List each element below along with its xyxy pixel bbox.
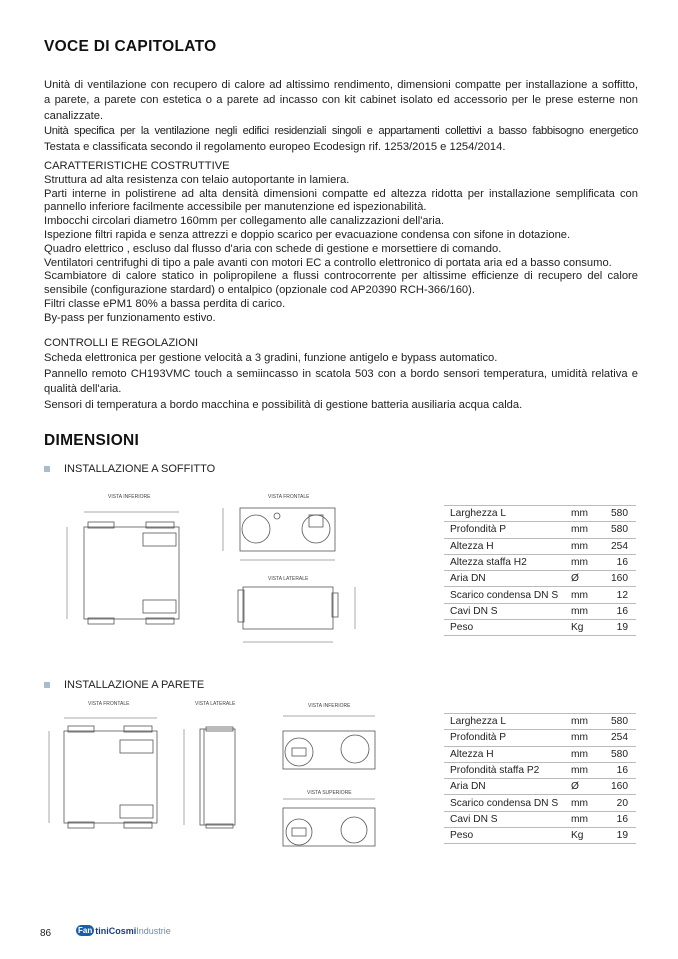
dimension-label: Profondità staffa P2 bbox=[444, 762, 571, 778]
text-line: sensibile (configurazione stardard) o entalpico (opzionale cod AP20390 RCH-366/160). bbox=[44, 284, 475, 297]
dimension-label: Profondità P bbox=[444, 730, 571, 746]
dimension-label: Cavi DN S bbox=[444, 603, 571, 619]
text-line: Scambiatore di calore statico in polipropilene a flussi controcorrente per altissime efficienze di recupero del calore bbox=[44, 270, 638, 283]
dimension-unit: Kg bbox=[571, 620, 605, 636]
text-line: pannello inferiore facilmente accessibile per manutenzione ed ispezionabilità. bbox=[44, 201, 427, 214]
dimension-label: Larghezza L bbox=[444, 506, 571, 522]
dimension-value: 16 bbox=[605, 811, 636, 827]
dimension-unit: mm bbox=[571, 603, 605, 619]
page-title: VOCE DI CAPITOLATO bbox=[44, 38, 217, 55]
vista-superiore-drawing bbox=[283, 799, 375, 846]
dimension-unit: mm bbox=[571, 587, 605, 603]
view-label: VISTA FRONTALE bbox=[268, 494, 310, 500]
table-row bbox=[444, 828, 636, 844]
dimension-value: 160 bbox=[605, 779, 636, 795]
text-line: Ventilatori centrifughi di tipo a pale avanti con motori EC a controllo elettronico di portata aria ed a basso consumo. bbox=[44, 256, 612, 269]
dimension-unit: mm bbox=[571, 811, 605, 827]
vista-frontale-drawing bbox=[49, 718, 157, 828]
fantinicosmi-logo bbox=[76, 925, 171, 936]
text-line: Unità di ventilazione con recupero di calore ad altissimo rendimento, dimensioni compatte per installazione a soffitto, bbox=[44, 79, 638, 91]
dimension-value: 19 bbox=[605, 828, 636, 844]
view-label: VISTA LATERALE bbox=[195, 701, 236, 707]
text-line: a parete, a parete con estetica o a parete ad incasso con kit cabinet isolato ed accessorio per le prese esterne non bbox=[44, 94, 638, 107]
parete-dimension-table bbox=[444, 713, 636, 844]
dimension-unit: Ø bbox=[571, 571, 605, 587]
dimension-unit: mm bbox=[571, 746, 605, 762]
dimension-unit: mm bbox=[571, 762, 605, 778]
dimension-label: Aria DN bbox=[444, 571, 571, 587]
text-line: qualità dell'aria. bbox=[44, 383, 122, 396]
dimension-label: Altezza H bbox=[444, 538, 571, 554]
view-label: VISTA FRONTALE bbox=[88, 701, 130, 707]
text-line: Struttura ad alta resistenza con telaio autoportante in lamiera. bbox=[44, 173, 350, 186]
text-line: By-pass per funzionamento estivo. bbox=[44, 311, 216, 324]
dimension-label: Altezza staffa H2 bbox=[444, 554, 571, 570]
dimension-unit: mm bbox=[571, 730, 605, 746]
table-row bbox=[444, 730, 636, 746]
dimension-unit: mm bbox=[571, 538, 605, 554]
dimension-value: 19 bbox=[605, 620, 636, 636]
dimension-value: 580 bbox=[605, 522, 636, 538]
vista-laterale-drawing bbox=[184, 727, 235, 828]
dimension-unit: mm bbox=[571, 554, 605, 570]
dimension-label: Cavi DN S bbox=[444, 811, 571, 827]
dimension-value: 160 bbox=[605, 571, 636, 587]
dimension-label: Peso bbox=[444, 828, 571, 844]
page-number: 86 bbox=[40, 928, 52, 939]
dimension-label: Larghezza L bbox=[444, 714, 571, 730]
dimension-label: Profondità P bbox=[444, 522, 571, 538]
section-heading: CONTROLLI E REGOLAZIONI bbox=[44, 337, 199, 349]
text-line: Filtri classe ePM1 80% a bassa perdita di carico. bbox=[44, 297, 286, 310]
dimension-value: 254 bbox=[605, 538, 636, 554]
parete-heading-label: INSTALLAZIONE A PARETE bbox=[64, 679, 205, 691]
text-line: Testata e classificata secondo il regolamento europeo Ecodesign rif. 1253/2015 e 1254/2014. bbox=[44, 140, 506, 153]
table-row bbox=[444, 795, 636, 811]
dimension-unit: Ø bbox=[571, 779, 605, 795]
text-line: Quadro elettrico , escluso dal flusso d'aria con schede di gestione e morsettiere di comando. bbox=[44, 242, 502, 255]
text-line: Imbocchi circolari diametro 160mm per collegamento alle canalizzazioni dell'aria. bbox=[44, 215, 445, 228]
dimension-unit: mm bbox=[571, 714, 605, 730]
dimension-value: 580 bbox=[605, 506, 636, 522]
table-row bbox=[444, 811, 636, 827]
dimension-label: Scarico condensa DN S bbox=[444, 795, 571, 811]
text-line: Pannello remoto CH193VMC touch a semiincasso in scatola 503 con a bordo sensori temperatura, umidità relativa e bbox=[44, 367, 638, 380]
table-row bbox=[444, 746, 636, 762]
logo-badge: Fan bbox=[78, 926, 93, 935]
dimension-unit: mm bbox=[571, 522, 605, 538]
view-label: VISTA LATERALE bbox=[268, 576, 309, 582]
text-line: Scheda elettronica per gestione velocità a 3 gradini, funzione antigelo e bypass automatico. bbox=[44, 352, 498, 365]
dimension-value: 20 bbox=[605, 795, 636, 811]
dimension-value: 16 bbox=[605, 603, 636, 619]
dimension-label: Peso bbox=[444, 620, 571, 636]
dimension-unit: Kg bbox=[571, 828, 605, 844]
logo-text-industrie: Industrie bbox=[136, 925, 171, 936]
dimension-value: 16 bbox=[605, 762, 636, 778]
view-label: VISTA INFERIORE bbox=[108, 494, 151, 500]
dimension-value: 580 bbox=[605, 746, 636, 762]
section-heading: CARATTERISTICHE COSTRUTTIVE bbox=[44, 160, 230, 172]
text-line: Sensori di temperatura a bordo macchina e possibilità di gestione batteria ausiliaria acqua calda. bbox=[44, 398, 523, 411]
dimension-label: Altezza H bbox=[444, 746, 571, 762]
dimension-value: 254 bbox=[605, 730, 636, 746]
dimension-value: 580 bbox=[605, 714, 636, 730]
text-line: Unità specifica per la ventilazione negli edifici residenziali singoli e appartamenti collettivi a basso fabbisogno energetico bbox=[44, 125, 638, 138]
dimension-unit: mm bbox=[571, 506, 605, 522]
table-row bbox=[444, 762, 636, 778]
logo-text: tiniCosmi bbox=[95, 925, 137, 936]
view-label: VISTA SUPERIORE bbox=[307, 790, 352, 796]
dimensioni-title: DIMENSIONI bbox=[44, 432, 140, 449]
vista-inferiore-drawing bbox=[283, 716, 375, 769]
dimension-unit: mm bbox=[571, 795, 605, 811]
dimension-value: 16 bbox=[605, 554, 636, 570]
soffitto-heading-label: INSTALLAZIONE A SOFFITTO bbox=[64, 463, 216, 475]
text-line: Parti interne in polistirene ad alta densità dimensioni compatte ed altezza ridotta per installazione semplificata con bbox=[44, 187, 638, 200]
dimension-value: 12 bbox=[605, 587, 636, 603]
text-line: Ispezione filtri rapida e senza attrezzi e doppio scarico per evacuazione condensa con sifone in dotazione. bbox=[44, 228, 571, 241]
dimension-label: Scarico condensa DN S bbox=[444, 587, 571, 603]
table-row bbox=[444, 714, 636, 730]
text-line: canalizzate. bbox=[44, 109, 104, 122]
table-row bbox=[444, 779, 636, 795]
view-label: VISTA INFERIORE bbox=[308, 703, 351, 709]
dimension-label: Aria DN bbox=[444, 779, 571, 795]
